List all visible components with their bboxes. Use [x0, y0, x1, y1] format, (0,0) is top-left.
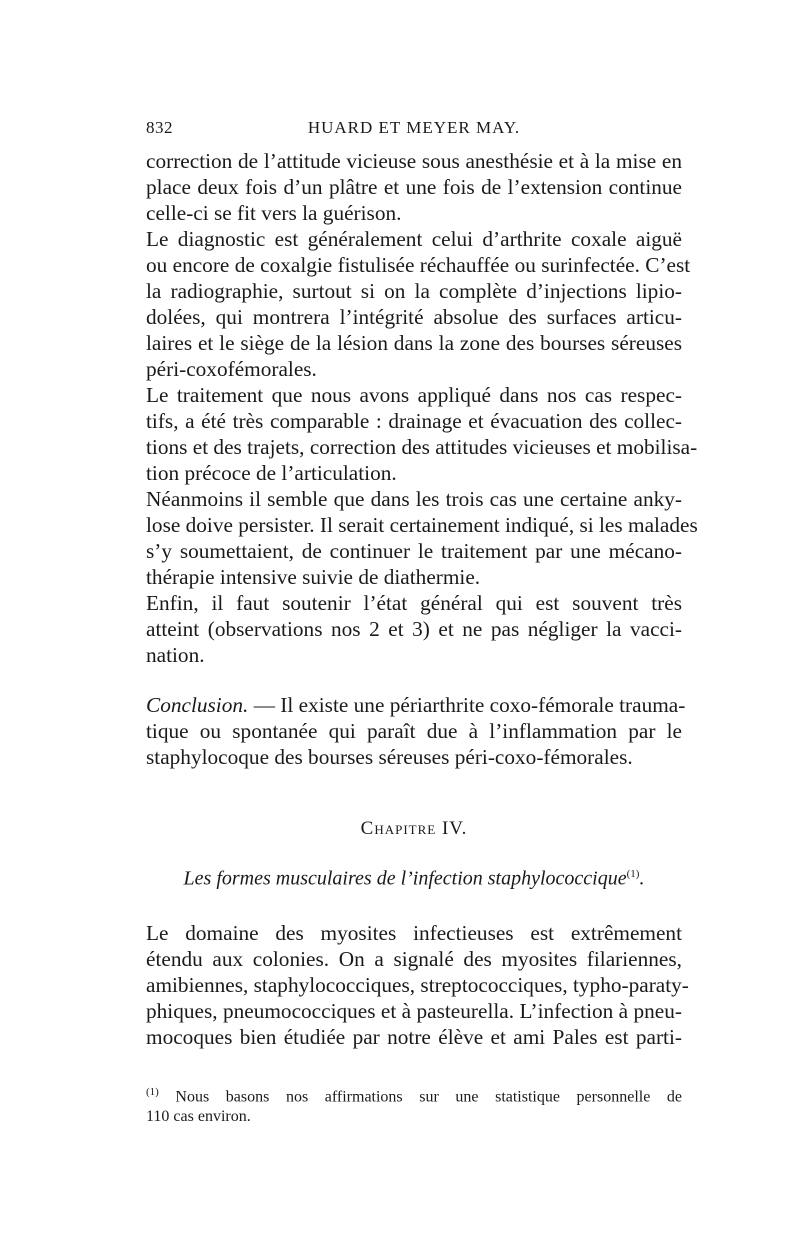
text-line: Le traitement que nous avons appliqué dans nos cas respec-	[146, 383, 682, 407]
text-line: tions et des trajets, correction des attitudes vicieuses et mobilisa-	[146, 435, 698, 459]
text-line: Le domaine des myosites infectieuses est extrêmement	[146, 920, 682, 945]
footnote-line	[146, 1082, 682, 1107]
running-title: HUARD ET MEYER MAY.	[307, 118, 521, 137]
book-page	[146, 118, 698, 1127]
text-line: Le diagnostic est généralement celui d’arthrite coxale aiguë	[146, 227, 682, 251]
conclusion-paragraph	[146, 692, 686, 770]
text-line: péri-coxofémorales.	[146, 357, 317, 381]
chapter-subtitle-end: .	[639, 867, 645, 890]
chapter-heading	[146, 816, 682, 842]
text-line: lose doive persister. Il serait certainement indiqué, si les malades	[146, 513, 698, 537]
paragraph-general-state	[146, 590, 682, 668]
paragraph-diagnosis	[146, 226, 691, 382]
text-line: thérapie intensive suivie de diathermie.	[146, 565, 481, 589]
text-line: phiques, pneumococciques et à pasteurella. L’infection à pneu-	[146, 998, 682, 1023]
text-line: Enfin, il faut soutenir l’état général qui est souvent très	[146, 591, 682, 615]
chapter-subtitle-text: Les formes musculaires de l’infection staphylococcique	[183, 867, 627, 890]
footnote-reference: (1)	[626, 868, 640, 880]
text-line: atteint (observations nos 2 et 3) et ne pas négliger la vacci-	[146, 617, 682, 641]
text-line: ou encore de coxalgie fistulisée réchauffée ou surinfectée. C’est	[146, 253, 691, 277]
footnote-text: Nous basons nos affirmations sur une statistique personnelle de	[175, 1087, 683, 1105]
page-number: 832	[146, 118, 173, 137]
text-line: celle-ci se fit vers la guérison.	[146, 201, 402, 225]
footnote	[146, 1082, 682, 1127]
paragraph-treatment	[146, 382, 698, 486]
chapter-title: Chapitre IV.	[360, 818, 468, 839]
main-text	[146, 148, 698, 1050]
text-line	[146, 692, 686, 718]
text-line: dolées, qui montrera l’intégrité absolue des surfaces articu-	[146, 305, 682, 329]
paragraph-ankylosis	[146, 486, 698, 590]
text-line: tifs, a été très comparable : drainage et évacuation des collec-	[146, 409, 682, 433]
text-line: laires et le siège de la lésion dans la zone des bourses séreuses	[146, 331, 682, 355]
text-line: la radiographie, surtout si on la complète d’injections lipio-	[146, 279, 682, 303]
conclusion-line: — Il existe une périarthrite coxo-fémorale trauma-	[253, 693, 686, 717]
running-head	[146, 118, 682, 148]
text-line: nation.	[146, 643, 205, 667]
footnote-marker: (1)	[146, 1085, 159, 1098]
text-line: tique ou spontanée qui paraît due à l’inflammation par le	[146, 719, 682, 743]
chapter-subtitle	[146, 861, 682, 892]
text-line: correction de l’attitude vicieuse sous anesthésie et à la mise en	[146, 149, 682, 173]
paragraph-continuation	[146, 148, 682, 226]
text-line: étendu aux colonies. On a signalé des myosites filariennes,	[146, 946, 682, 971]
conclusion-label: Conclusion.	[146, 693, 249, 717]
text-line: tion précoce de l’articulation.	[146, 461, 397, 485]
text-line: place deux fois d’un plâtre et une fois de l’extension continue	[146, 175, 682, 199]
paragraph-myositis	[146, 920, 689, 1050]
text-line: amibiennes, staphylococciques, streptococciques, typho-paraty-	[146, 972, 689, 997]
text-line: staphylocoque des bourses séreuses péri-coxo-fémorales.	[146, 745, 633, 769]
footnote-line: 110 cas environ.	[146, 1107, 251, 1125]
text-line: s’y soumettaient, de continuer le traitement par une mécano-	[146, 539, 682, 563]
text-line: mocoques bien étudiée par notre élève et ami Pales est parti-	[146, 1024, 682, 1049]
text-line: Néanmoins il semble que dans les trois cas une certaine anky-	[146, 487, 682, 511]
